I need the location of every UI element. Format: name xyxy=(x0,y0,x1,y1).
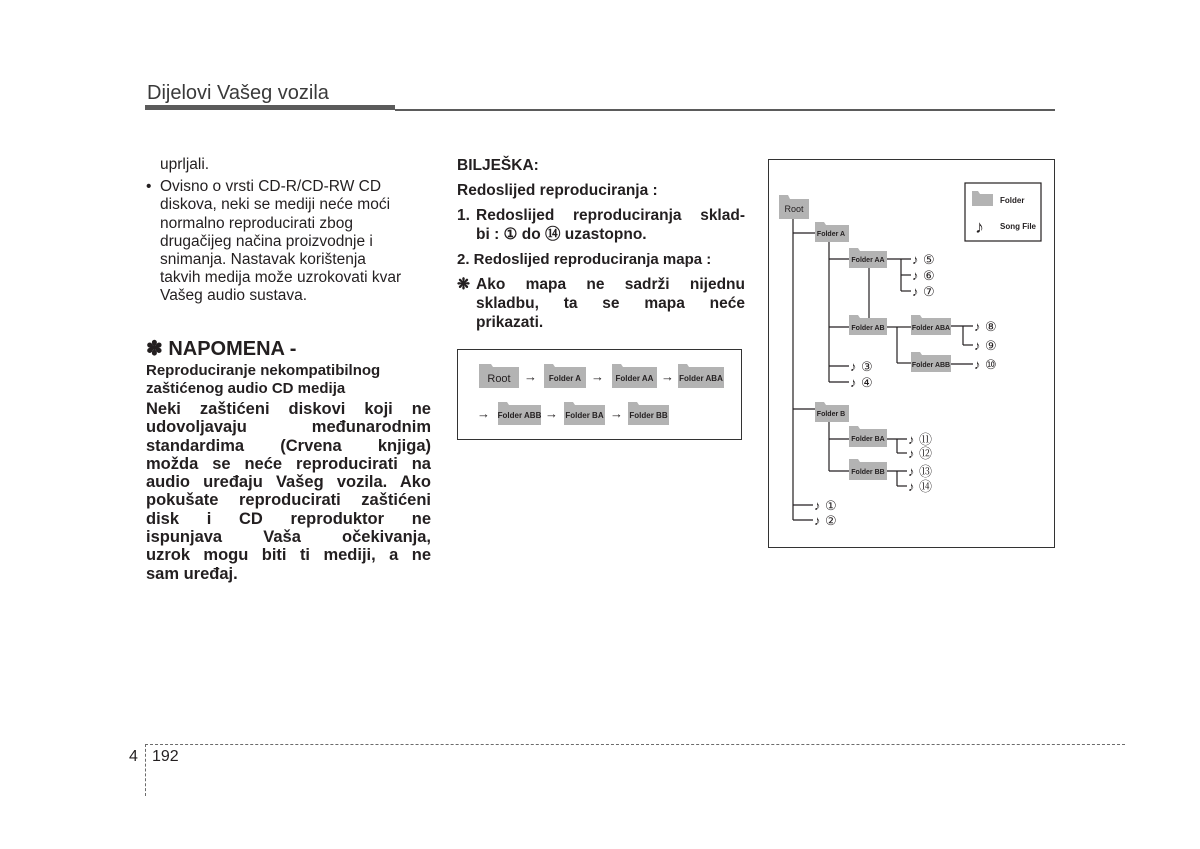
chapter-number: 4 xyxy=(129,748,138,765)
seq-arrow: → xyxy=(661,369,674,384)
bullet-line: snimanja. Nastavak korištenja xyxy=(160,251,366,269)
tree-folder-label: Folder ABB xyxy=(911,362,951,369)
song-number: ⑧ xyxy=(985,319,997,334)
napomena-title: ✽ NAPOMENA - xyxy=(146,338,297,360)
note-text xyxy=(476,275,745,332)
order-item-1 xyxy=(457,206,745,244)
song-note-icon: ♪ xyxy=(850,375,857,390)
song-note-icon: ♪ xyxy=(908,446,915,461)
body-line: sam uređaj. xyxy=(146,564,238,583)
napomena-box xyxy=(146,337,436,583)
item-text xyxy=(476,206,745,244)
bullet-line: Vašeg audio sustava. xyxy=(160,287,308,305)
tree-folder-label: Folder AA xyxy=(851,257,885,264)
section-title: Dijelovi Vašeg vozila xyxy=(147,82,329,104)
song-number: ⑦ xyxy=(923,284,935,299)
sequence-svg xyxy=(458,350,740,438)
folder-tree-diagram xyxy=(768,159,1055,548)
body-line: standardima (Crvena knjiga) xyxy=(146,436,431,455)
seq-folder-abb xyxy=(498,402,542,425)
seq-root-label: Root xyxy=(487,373,511,385)
seq-root-folder xyxy=(479,364,519,388)
song-number: ① xyxy=(825,498,837,513)
song-number: ⑤ xyxy=(923,252,935,267)
seq-folder-a xyxy=(544,364,586,388)
song-number: ⑥ xyxy=(923,268,935,283)
tree-folder-abb xyxy=(911,352,951,372)
legend-folder-label: Folder xyxy=(1000,196,1025,205)
seq-arrow: → xyxy=(545,406,558,421)
napomena-body xyxy=(146,400,431,583)
tree-folder-label: Folder BA xyxy=(851,436,885,443)
item-line: bi : ① do ⑭ uzastopno. xyxy=(476,226,647,243)
bullet-dot: • xyxy=(146,178,152,196)
song-number: ⑭ xyxy=(919,479,933,494)
song-note-icon: ♪ xyxy=(814,513,821,528)
seq-folder-label: Folder AA xyxy=(615,374,654,383)
body-line: audio uređaju Vašeg vozila. Ako xyxy=(146,473,431,492)
song-number: ⑨ xyxy=(985,338,997,353)
seq-arrow: → xyxy=(610,406,623,421)
bullet-line: Ovisno o vrsti CD-R/CD-RW CD xyxy=(160,178,382,196)
folder-sequence-diagram xyxy=(457,349,742,440)
tree-folder-label: Folder B xyxy=(816,411,846,418)
seq-folder-ba xyxy=(564,402,605,425)
note-item xyxy=(457,275,745,332)
body-line: udovoljavaju međunarodnim xyxy=(146,418,431,437)
subtitle-line: zaštićenog audio CD medija xyxy=(146,379,346,397)
note-symbol: ❋ xyxy=(457,276,470,293)
bullet-item xyxy=(146,178,432,305)
order-title: Redoslijed reproduciranja : xyxy=(457,182,658,199)
tree-folder-b xyxy=(815,402,849,422)
napomena-subtitle xyxy=(146,362,436,397)
legend-song-label: Song File xyxy=(1000,222,1036,231)
header-rule-thin xyxy=(395,109,1055,111)
continuation-text: uprljali. xyxy=(160,156,210,173)
body-line: disk i CD reproduktor ne xyxy=(146,509,431,528)
tree-folder-ab xyxy=(849,315,887,335)
item-number: 1. xyxy=(457,207,470,224)
song-note-icon: ♪ xyxy=(974,357,981,372)
tree-legend xyxy=(965,183,1041,241)
note-line: prikazati. xyxy=(476,314,544,331)
header-rule-thick xyxy=(145,105,395,110)
body-line: uzrok mogu biti ti mediji, a ne xyxy=(146,546,431,565)
song-note-icon: ♪ xyxy=(912,252,919,267)
song-number: ⑪ xyxy=(919,432,933,447)
body-line: ispunjava Vaša očekivanja, xyxy=(146,528,431,547)
biljeska-heading: BILJEŠKA: xyxy=(457,157,539,174)
tree-folder-aba xyxy=(911,315,951,335)
song-note-icon: ♪ xyxy=(908,464,915,479)
bullet-line: normalno reproducirati zbog xyxy=(160,214,353,232)
song-note-icon: ♪ xyxy=(908,479,915,494)
seq-folder-bb xyxy=(628,402,669,425)
tree-folder-label: Folder AB xyxy=(851,325,885,332)
page-number: 192 xyxy=(152,748,179,765)
bullet-text xyxy=(160,178,432,305)
seq-folder-aba xyxy=(678,364,724,388)
note-line: Ako mapa ne sadrži nijednu xyxy=(476,276,745,293)
tree-folder-a xyxy=(815,222,849,242)
seq-folder-label: Folder ABA xyxy=(679,374,723,383)
song-note-icon: ♪ xyxy=(850,359,857,374)
left-column xyxy=(146,156,432,306)
note-line: skladbu, ta se mapa neće xyxy=(476,295,745,312)
seq-folder-label: Folder A xyxy=(548,374,582,383)
song-note-icon: ♪ xyxy=(912,284,919,299)
song-number: ⑬ xyxy=(919,464,933,479)
song-number: ⑫ xyxy=(919,446,933,461)
bullet-line: drugačijeg načina proizvodnje i xyxy=(160,232,373,250)
tree-folder-aa xyxy=(849,248,887,268)
tree-folder-label: Folder BB xyxy=(851,469,885,476)
tree-root-folder xyxy=(779,195,809,219)
song-note-icon: ♪ xyxy=(912,268,919,283)
body-line: pokušate reproducirati zaštićeni xyxy=(146,491,431,510)
biljeska-column xyxy=(457,156,745,332)
tree-folder-ba xyxy=(849,426,887,447)
song-number: ② xyxy=(825,513,837,528)
item-line: Redoslijed reproduciranja sklad- xyxy=(476,207,745,224)
seq-arrow: → xyxy=(591,369,604,384)
subtitle-line: Reproduciranje nekompatibilnog xyxy=(146,362,381,379)
bullet-line: takvih medija može uzrokovati kvar xyxy=(160,269,402,287)
seq-arrow: → xyxy=(477,406,490,421)
tree-root-label: Root xyxy=(784,204,804,214)
song-number: ⑩ xyxy=(985,357,997,372)
tree-folder-label: Folder ABA xyxy=(911,325,951,332)
body-line: možda se neće reproducirati na xyxy=(146,454,431,473)
footer-dashed-divider xyxy=(145,744,146,796)
seq-folder-label: Folder BA xyxy=(565,411,604,420)
song-number: ③ xyxy=(861,359,873,374)
seq-folder-label: Folder ABB xyxy=(497,411,542,420)
song-number: ④ xyxy=(861,375,873,390)
tree-folder-bb xyxy=(849,459,887,480)
tree-svg xyxy=(769,160,1053,546)
song-note-icon: ♪ xyxy=(908,432,915,447)
song-note-icon: ♪ xyxy=(814,498,821,513)
tree-folder-label: Folder A xyxy=(816,231,846,238)
seq-folder-aa xyxy=(612,364,657,388)
song-note-icon: ♪ xyxy=(974,319,981,334)
seq-arrow: → xyxy=(524,369,537,384)
order-item-2: 2. Redoslijed reproduciranja mapa : xyxy=(457,251,712,268)
body-line: Neki zaštićeni diskovi koji ne xyxy=(146,400,431,418)
song-note-icon: ♪ xyxy=(974,338,981,353)
seq-folder-label: Folder BB xyxy=(629,411,668,420)
legend-song-icon: ♪ xyxy=(975,217,984,237)
footer-dashed-rule xyxy=(145,744,1125,745)
bullet-line: diskova, neki se mediji neće moći xyxy=(160,196,391,214)
